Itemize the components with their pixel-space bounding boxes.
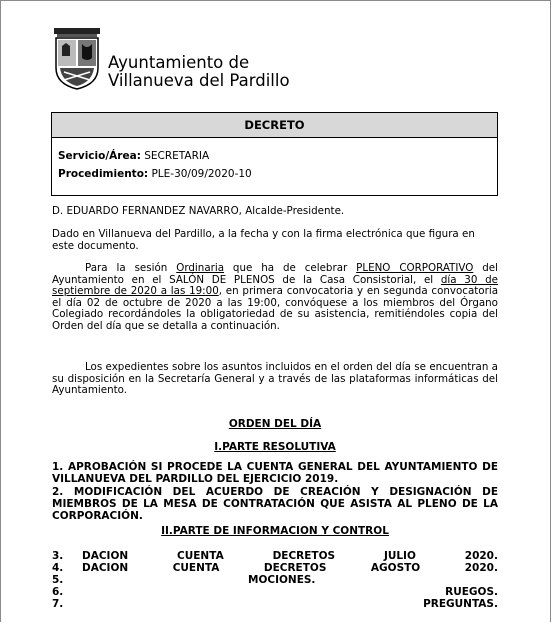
service-label: Servicio/Área: (58, 150, 141, 162)
part2-title: II.PARTE DE INFORMACION Y CONTROL (161, 525, 389, 537)
agenda-item-7 (52, 598, 498, 610)
agenda-title: ORDEN DEL DÍA (228, 418, 322, 430)
item-word: CUENTA (172, 562, 220, 574)
body-name: PLENO CORPORATIVO (356, 262, 474, 274)
item-word: DECRETOS (263, 562, 327, 574)
procedure-row (58, 168, 252, 180)
agenda-item-6 (52, 586, 498, 598)
item-word: 2020. (464, 562, 498, 574)
procedure-value: PLE-30/09/2020-10 (151, 168, 252, 180)
signer-line: D. EDUARDO FERNANDEZ NAVARRO, Alcalde-Presidente. (52, 205, 345, 217)
dado-paragraph: Dado en Villanueva del Pardillo, a la fecha y con la firma electrónica que figura en este documento. (52, 228, 475, 252)
item-word: DECRETOS (272, 550, 336, 562)
org-line-2: Villanueva del Pardillo (108, 71, 290, 90)
agenda-item-2: 2. MODIFICACIÓN DEL ACUERDO DE CREACIÓN Y DESIGNACIÓN DE MIEMBROS DE LA MESA DE CONTRATACIÓN QUE ASISTA AL PLENO DE LA CORPORACIÓN. (52, 486, 498, 522)
p1-text-c: del Ayuntamiento en el SALÓN DE PLENOS de la Casa Consistorial, el (52, 262, 498, 286)
item-word: AGOSTO (370, 562, 421, 574)
session-date: día 30 de septiembre de 2020 a las 19:00 (52, 273, 498, 298)
agenda-item-4 (52, 562, 498, 574)
agenda-item-5 (52, 574, 498, 586)
convocation-paragraph (52, 263, 498, 333)
part2-items (52, 550, 498, 610)
p1-text-b: que ha de celebrar (224, 262, 357, 274)
decree-title: DECRETO (52, 113, 497, 138)
item-word: 2020. (464, 550, 498, 562)
coat-of-arms-logo (50, 28, 104, 90)
procedure-label: Procedimiento: (58, 168, 149, 180)
item-number: 6. (52, 586, 64, 598)
decree-box (51, 112, 498, 196)
item-number: 5. (52, 574, 64, 586)
item-word: JULIO (383, 550, 416, 562)
item-word: CUENTA (177, 550, 224, 562)
item-word: MOCIONES. (248, 574, 316, 586)
org-line-1: Ayuntamiento de (108, 53, 250, 72)
agenda-item-1: 1. APROBACIÓN SI PROCEDE LA CUENTA GENERAL DEL AYUNTAMIENTO DE VILLANUEVA DEL PARDILLO DEL EJERCICIO 2019. (52, 461, 498, 485)
session-type: Ordinaria (176, 262, 225, 274)
agenda-item-3 (52, 550, 498, 562)
service-value: SECRETARIA (144, 150, 210, 162)
files-paragraph: Los expedientes sobre los asuntos incluidos en el orden del día se encuentran a su disposición en la Secretaría General y a través de las plataformas informáticas del Ayuntamiento. (52, 361, 498, 397)
p1-text-a: Para la sesión (85, 262, 177, 274)
item-word: DACION (82, 550, 129, 562)
item-word: RUEGOS. (445, 586, 498, 598)
p1-text-d: , en primera convocatoria y en segunda convocatoria el día 02 de octubre de 2020 a las 19:00, convóquese a los miembros del Órgano Colegiado recordándoles la obligatoriedad de su asistencia, remitiéndoles copia del Orden del día que se detalla a continuación. (52, 285, 499, 332)
item-word: PREGUNTAS. (423, 598, 498, 610)
item-number: 7. (52, 598, 64, 610)
service-row (58, 150, 209, 162)
item-word: DACION (82, 562, 129, 574)
part1-title: I.PARTE RESOLUTIVA (214, 441, 336, 453)
item-number: 3. (52, 550, 64, 562)
organization-name (108, 54, 290, 90)
item-number: 4. (52, 562, 64, 574)
